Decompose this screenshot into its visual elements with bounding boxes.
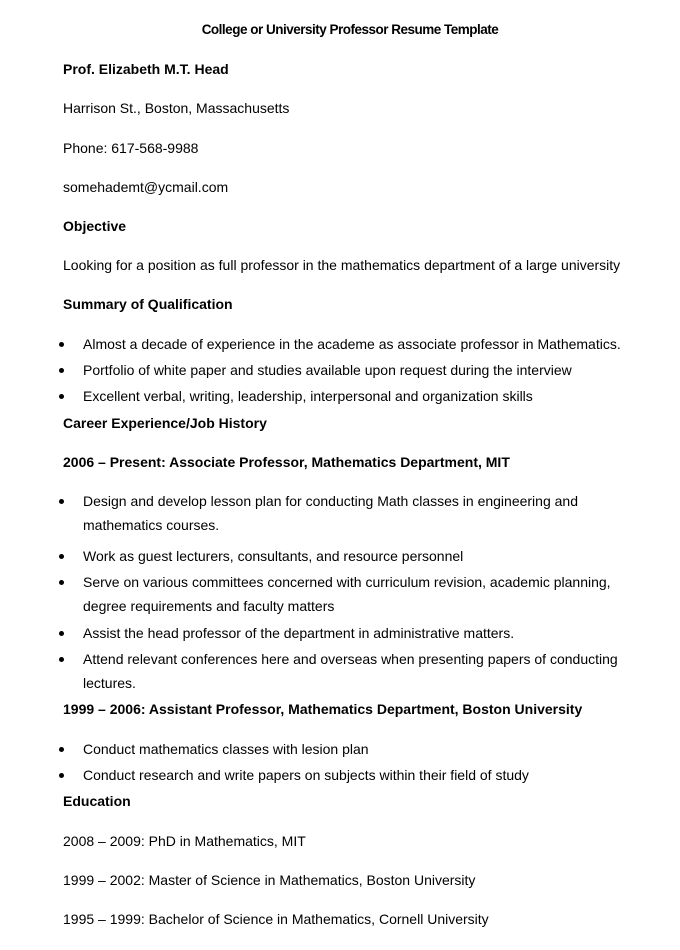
education-item: 1995 – 1999: Bachelor of Science in Mathematics, Cornell University <box>63 911 489 927</box>
candidate-name: Prof. Elizabeth M.T. Head <box>63 61 229 77</box>
list-item: Excellent verbal, writing, leadership, interpersonal and organization skills <box>83 388 533 404</box>
list-item: Attend relevant conferences here and overseas when presenting papers of conducting lectures. <box>83 651 618 691</box>
summary-heading: Summary of Qualification <box>63 296 233 312</box>
education-heading: Education <box>63 793 131 809</box>
education-item: 1999 – 2002: Master of Science in Mathematics, Boston University <box>63 872 476 888</box>
list-item: Conduct research and write papers on subjects within their field of study <box>83 767 529 783</box>
list-item: Design and develop lesson plan for conducting Math classes in engineering and mathematics courses. <box>83 493 578 533</box>
document-title: College or University Professor Resume Template <box>201 22 499 37</box>
email: somehademt@ycmail.com <box>63 179 229 195</box>
list-item: Portfolio of white paper and studies available upon request during the interview <box>83 362 572 378</box>
list-item: Conduct mathematics classes with lesion plan <box>83 741 369 757</box>
objective-text: Looking for a position as full professor in the mathematics department of a large university <box>63 257 621 273</box>
job-title: 2006 – Present: Associate Professor, Mathematics Department, MIT <box>63 454 510 470</box>
list-item: Almost a decade of experience in the academe as associate professor in Mathematics. <box>83 336 621 352</box>
list-item: Assist the head professor of the department in administrative matters. <box>83 625 515 641</box>
career-heading: Career Experience/Job History <box>63 415 267 431</box>
address: Harrison St., Boston, Massachusetts <box>63 100 290 116</box>
objective-heading: Objective <box>63 218 127 234</box>
list-item: Serve on various committees concerned with curriculum revision, academic planning, degree requirements and faculty matters <box>83 574 611 614</box>
education-item: 2008 – 2009: PhD in Mathematics, MIT <box>63 833 306 849</box>
phone: Phone: 617-568-9988 <box>63 140 199 156</box>
list-item: Work as guest lecturers, consultants, and resource personnel <box>83 548 464 564</box>
job-title: 1999 – 2006: Assistant Professor, Mathematics Department, Boston University <box>63 701 583 717</box>
